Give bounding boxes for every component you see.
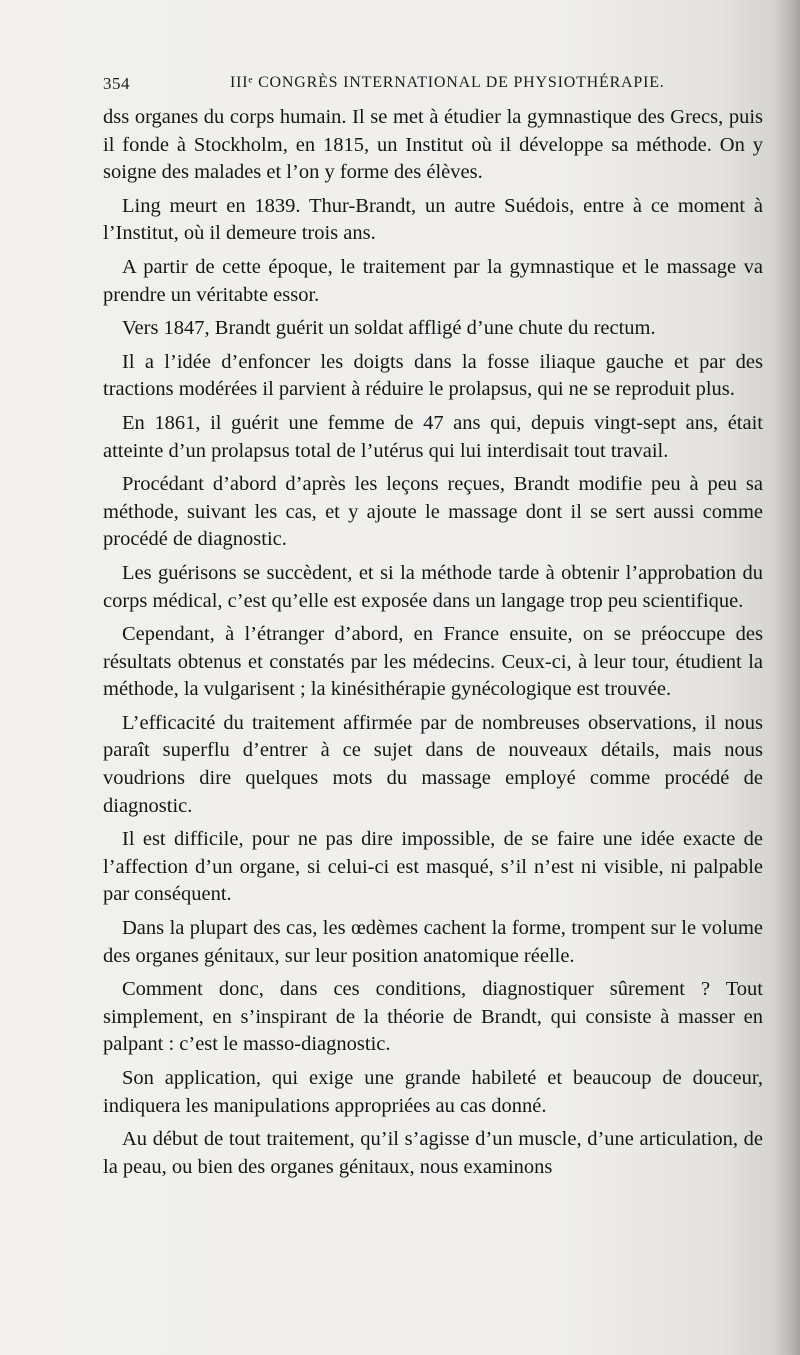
paragraph: Procédant d’abord d’après les leçons reçues, Brandt modifie peu à peu sa méthode, suivant les cas, et y ajoute le massage dont il se sert aussi comme procédé de diagnostic.	[103, 473, 763, 551]
page-number: 354	[103, 74, 130, 93]
body-text	[103, 104, 763, 1187]
paragraph: En 1861, il guérit une femme de 47 ans qui, depuis vingt-sept ans, était atteinte d’un prolapsus total de l’utérus qui lui interdisait tout travail.	[103, 411, 763, 462]
paragraph: Cependant, à l’étranger d’abord, en France ensuite, on se préoccupe des résultats obtenus et constatés par les médecins. Ceux-ci, à leur tour, étudient la méthode, la vulgarisent ; la kinésithérapie gynécologique est trouvée.	[103, 623, 763, 701]
paragraph: Ling meurt en 1839. Thur-Brandt, un autre Suédois, entre à ce moment à l’Institut, où il demeure trois ans.	[103, 194, 763, 245]
paragraph: Les guérisons se succèdent, et si la méthode tarde à obtenir l’approbation du corps médical, c’est qu’elle est exposée dans un langage trop peu scientifique.	[103, 561, 763, 612]
page-edge-shadow	[774, 0, 800, 1355]
paragraph: Comment donc, dans ces conditions, diagnostiquer sûrement ? Tout simplement, en s’inspirant de la théorie de Brandt, qui consiste à masser en palpant : c’est le masso-diagnostic.	[103, 978, 763, 1056]
running-header	[103, 74, 753, 98]
paragraph: Vers 1847, Brandt guérit un soldat affligé d’une chute du rectum.	[122, 317, 656, 340]
paragraph-continued: dss organes du corps humain. Il se met à étudier la gymnastique des Grecs, puis il fonde à Stockholm, en 1815, un Institut où il développe sa méthode. On y soigne des malades et l’on y forme des élèves.	[103, 106, 763, 184]
paragraph: Il a l’idée d’enfoncer les doigts dans la fosse iliaque gauche et par des tractions modérées il parvient à réduire le prolapsus, qui ne se reproduit plus.	[103, 350, 763, 401]
paragraph: Dans la plupart des cas, les œdèmes cachent la forme, trompent sur le volume des organes génitaux, sur leur position anatomique réelle.	[103, 917, 763, 967]
paragraph: Il est difficile, pour ne pas dire impossible, de se faire une idée exacte de l’affection d’un organe, si celui-ci est masqué, s’il n’est ni visible, ni palpable par conséquent.	[103, 828, 763, 906]
paragraph: L’efficacité du traitement affirmée par de nombreuses observations, il nous paraît superflu d’entrer à ce sujet dans de nouveaux détails, mais nous voudrions dire quelques mots du massage employé comme procédé de diagnostic.	[103, 711, 763, 817]
paragraph: Son application, qui exige une grande habileté et beaucoup de douceur, indiquera les manipulations appropriées au cas donné.	[103, 1067, 763, 1117]
running-title: IIIᵉ CONGRÈS INTERNATIONAL DE PHYSIOTHÉRAPIE.	[230, 74, 665, 91]
paragraph: A partir de cette époque, le traitement par la gymnastique et le massage va prendre un véritabte essor.	[103, 255, 763, 306]
paragraph: Au début de tout traitement, qu’il s’agisse d’un muscle, d’une articulation, de la peau, ou bien des organes génitaux, nous examinons	[103, 1128, 763, 1178]
